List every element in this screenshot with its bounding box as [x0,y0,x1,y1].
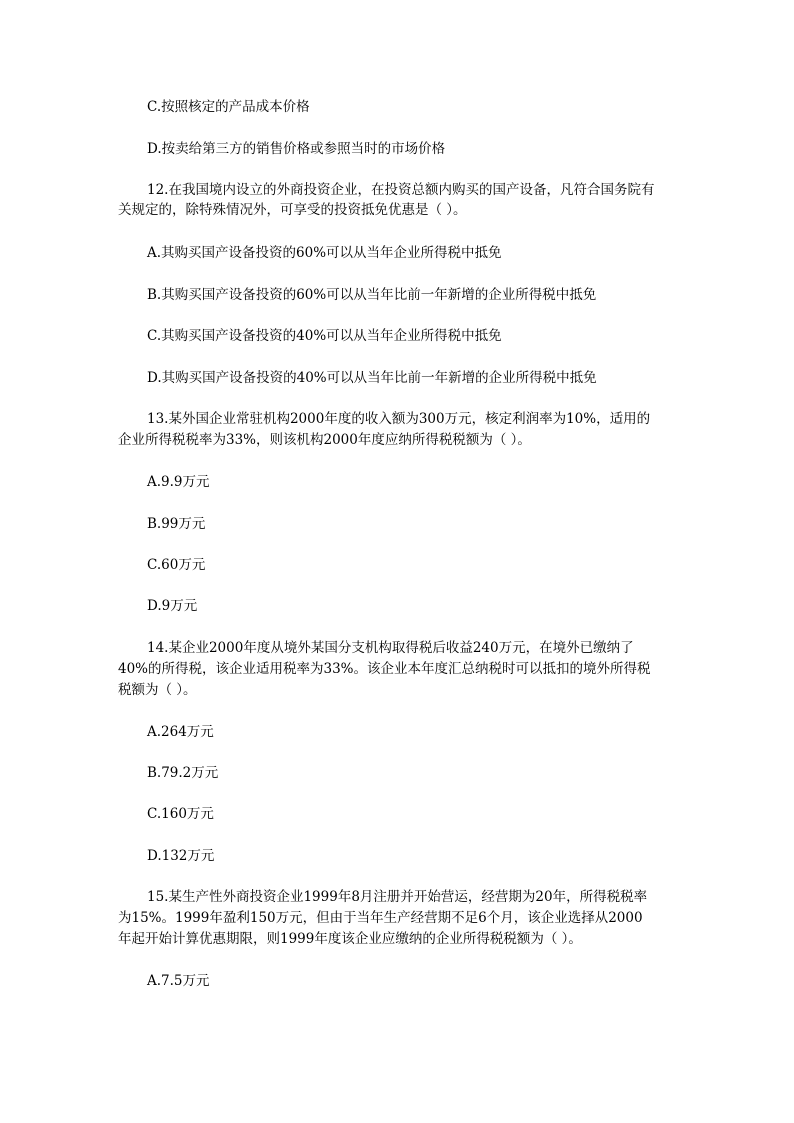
option-12-d: D.其购买国产设备投资的40%可以从当年比前一年新增的企业所得税中抵免 [147,370,597,386]
option-15-a: A.7.5万元 [147,973,210,989]
option-12-a: A.其购买国产设备投资的60%可以从当年企业所得税中抵免 [147,245,502,261]
option-13-c: C.60万元 [147,557,206,573]
option-11-c: C.按照核定的产品成本价格 [147,99,310,115]
question-14-line-2: 40%的所得税，该企业适用税率为33%。该企业本年度汇总纳税时可以抵扣的境外所得税 [118,661,651,677]
question-15-line-1: 15.某生产性外商投资企业1999年8月注册并开始营运，经营期为20年，所得税税率 [147,889,648,905]
option-13-b: B.99万元 [147,516,206,532]
question-14-line-3: 税额为（ ）。 [118,682,197,698]
option-14-a: A.264万元 [147,724,214,740]
question-15-line-2: 为15%。1999年盈利150万元，但由于当年生产经营期不足6个月，该企业选择从2000 [118,910,643,926]
question-15-line-3: 年起开始计算优惠期限，则1999年度该企业应缴纳的企业所得税税额为（ ）。 [118,931,582,947]
question-12-line-2: 关规定的，除特殊情况外，可享受的投资抵免优惠是（ ）。 [118,202,467,218]
option-14-d: D.132万元 [147,848,215,864]
question-14-line-1: 14.某企业2000年度从境外某国分支机构取得税后收益240万元，在境外已缴纳了 [147,640,634,656]
option-14-c: C.160万元 [147,806,214,822]
option-13-d: D.9万元 [147,598,198,614]
option-11-d: D.按卖给第三方的销售价格或参照当时的市场价格 [147,141,446,157]
option-14-b: B.79.2万元 [147,765,219,781]
question-12-line-1: 12.在我国境内设立的外商投资企业，在投资总额内购买的国产设备，凡符合国务院有 [147,182,655,198]
option-13-a: A.9.9万元 [147,474,210,490]
option-12-b: B.其购买国产设备投资的60%可以从当年比前一年新增的企业所得税中抵免 [147,287,597,303]
question-13-line-2: 企业所得税税率为33%，则该机构2000年度应纳所得税税额为（ ）。 [118,432,531,448]
question-13-line-1: 13.某外国企业常驻机构2000年度的收入额为300万元，核定利润率为10%，适用的 [147,411,651,427]
option-12-c: C.其购买国产设备投资的40%可以从当年企业所得税中抵免 [147,328,502,344]
